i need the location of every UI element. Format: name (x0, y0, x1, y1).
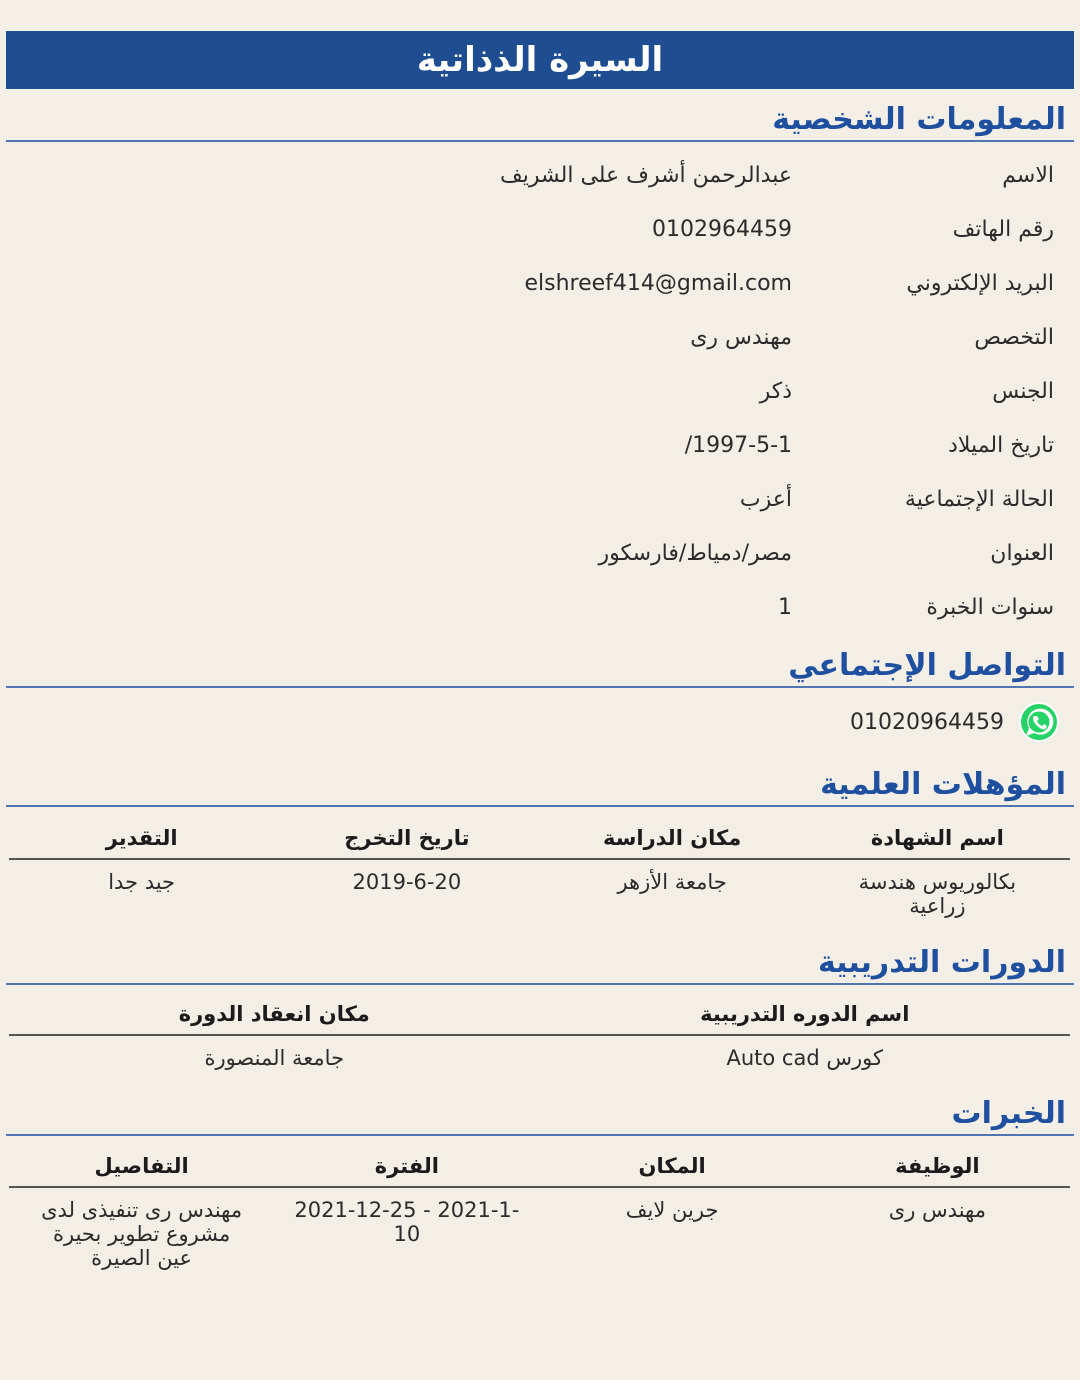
info-value: ذكر (759, 379, 792, 404)
experience-header (6, 1094, 1074, 1136)
cv-title-bar (6, 31, 1074, 89)
table-header-row (9, 1146, 1070, 1187)
courses-heading: الدورات التدريبية (817, 945, 1066, 980)
personal-info-header (6, 100, 1074, 142)
info-row-specialty (0, 318, 1080, 358)
info-label: العنوان (990, 541, 1054, 566)
social-header (6, 646, 1074, 688)
info-row-experience-years (0, 588, 1080, 628)
table-row (9, 1035, 1070, 1070)
table-cell: بكالوريوس هندسة زراعية (858, 870, 1017, 918)
info-value: elshreef414@gmail.com (524, 271, 792, 296)
info-row-marital (0, 480, 1080, 520)
info-value: 1 (778, 595, 792, 620)
info-row-birthdate (0, 426, 1080, 466)
table-cell: كورس Auto cad (726, 1046, 883, 1070)
courses-table (9, 994, 1070, 1070)
info-label: البريد الإلكتروني (906, 271, 1054, 296)
table-row (9, 859, 1070, 918)
whatsapp-contact[interactable] (850, 700, 1060, 744)
page-title: السيرة الذذاتية (416, 40, 664, 80)
info-value: 1997-5-1/ (684, 433, 792, 458)
whatsapp-icon[interactable] (1018, 701, 1060, 743)
info-label: الحالة الإجتماعية (904, 487, 1054, 512)
column-header: مكان الدراسة (540, 818, 805, 859)
column-header: التقدير (9, 818, 274, 859)
experience-table (9, 1146, 1070, 1270)
table-cell: جيد جدا (108, 870, 176, 894)
table-header-row (9, 994, 1070, 1035)
info-row-name (0, 156, 1080, 196)
info-label: الاسم (1002, 163, 1054, 188)
info-label: سنوات الخبرة (926, 595, 1054, 620)
info-label: تاريخ الميلاد (948, 433, 1054, 458)
table-cell: 2019-6-20 (352, 870, 462, 894)
table-cell: 2021-12-25 - 2021-1-10 (294, 1198, 520, 1246)
info-row-phone (0, 210, 1080, 250)
table-cell: مهندس رى (888, 1198, 986, 1222)
info-value: مهندس رى (690, 325, 792, 350)
column-header: اسم الشهادة (805, 818, 1070, 859)
column-header: المكان (540, 1146, 805, 1187)
table-cell: جامعة الأزهر (617, 870, 727, 894)
column-header: تاريخ التخرج (274, 818, 539, 859)
info-row-email (0, 264, 1080, 304)
whatsapp-number[interactable]: 01020964459 (850, 709, 1004, 735)
table-cell: جامعة المنصورة (204, 1046, 345, 1070)
qualifications-table (9, 818, 1070, 918)
info-row-gender (0, 372, 1080, 412)
table-cell: مهندس رى تنفيذى لدى مشروع تطوير بحيرة عين الصيرة (41, 1198, 243, 1270)
qualifications-heading: المؤهلات العلمية (820, 767, 1066, 802)
info-label: التخصص (974, 325, 1054, 350)
info-value: 0102964459 (652, 217, 792, 242)
column-header: الفترة (274, 1146, 539, 1187)
table-cell: جرين لايف (625, 1198, 719, 1222)
column-header: اسم الدوره التدريبية (540, 994, 1071, 1035)
table-header-row (9, 818, 1070, 859)
experience-heading: الخبرات (951, 1096, 1066, 1131)
qualifications-header (6, 765, 1074, 807)
personal-info-heading: المعلومات الشخصية (772, 102, 1066, 137)
info-value: مصر/دمياط/فارسكور (598, 541, 792, 566)
social-heading: التواصل الإجتماعي (788, 648, 1066, 683)
courses-header (6, 943, 1074, 985)
info-label: الجنس (992, 379, 1054, 404)
column-header: التفاصيل (9, 1146, 274, 1187)
column-header: مكان انعقاد الدورة (9, 994, 540, 1035)
info-value: أعزب (739, 487, 792, 512)
info-label: رقم الهاتف (952, 217, 1054, 242)
info-row-address (0, 534, 1080, 574)
table-row (9, 1187, 1070, 1270)
column-header: الوظيفة (805, 1146, 1070, 1187)
info-value: عبدالرحمن أشرف على الشريف (499, 163, 792, 188)
